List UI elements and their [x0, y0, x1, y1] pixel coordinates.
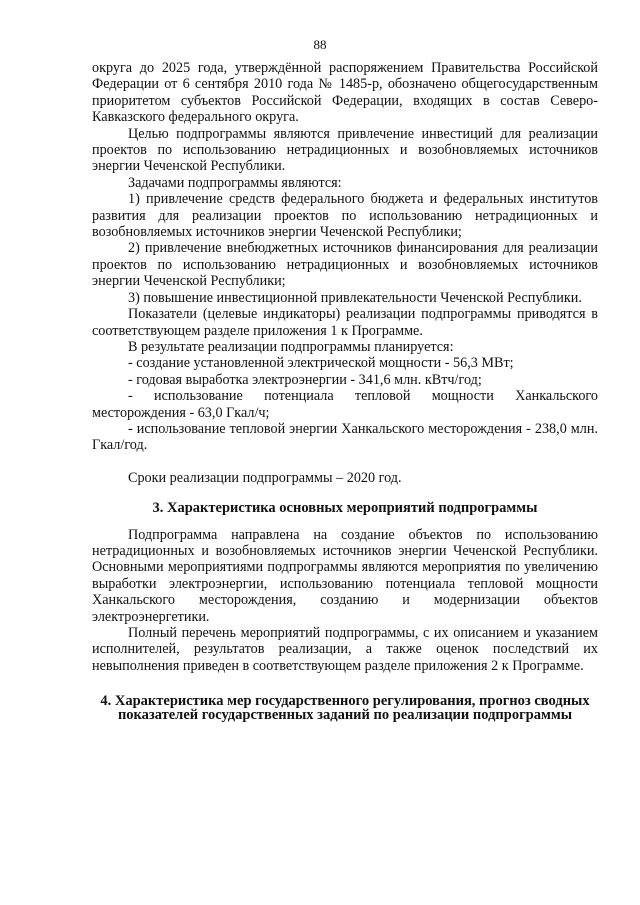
- paragraph: Полный перечень мероприятий подпрограммы, с их описанием и указанием исполнителей, результатов реализации, а также оценок последствий их невыполнения приведен в соответствующем разделе приложения 2 к Программе.: [92, 625, 598, 674]
- list-item: - использование тепловой энергии Ханкальского месторождения - 238,0 млн. Гкал/год.: [92, 420, 598, 454]
- page-number: 88: [313, 37, 327, 52]
- deadline-paragraph: Сроки реализации подпрограммы – 2020 год.: [128, 469, 402, 486]
- list-item: 3) повышение инвестиционной привлекательности Чеченской Республики.: [128, 289, 582, 306]
- list-item: 2) привлечение внебюджетных источников финансирования для реализации проектов по использованию нетрадиционных и возобновляемых источников энергии Чеченской Республики;: [92, 240, 598, 290]
- list-item: - годовая выработка электроэнергии - 341,6 млн. кВтч/год;: [128, 371, 482, 388]
- document-body: [92, 60, 598, 732]
- paragraph: Подпрограмма направлена на создание объектов по использованию нетрадиционных и возобновляемых источников энергии Чеченской Республики. Основными мероприятиями подпрограммы являются мероприятия по увеличению выработки электроэнергии, использованию потенциала тепловой мощности Ханкальского месторождения, созданию и модернизации объектов электроэнергетики.: [92, 526, 598, 625]
- paragraph: Целью подпрограммы являются привлечение инвестиций для реализации проектов по использованию нетрадиционных и возобновляемых источников энергии Чеченской Республики.: [92, 125, 598, 175]
- section-3-heading: 3. Характеристика основных мероприятий подпрограммы: [152, 500, 538, 517]
- paragraph: Показатели (целевые индикаторы) реализации подпрограммы приводятся в соответствующем разделе приложения 1 к Программе.: [92, 306, 598, 339]
- list-item: - использование потенциала тепловой мощности Ханкальского месторождения - 63,0 Гкал/ч;: [92, 388, 598, 421]
- paragraph: Задачами подпрограммы являются:: [128, 174, 342, 191]
- section-4-heading: 4. Характеристика мер государственного регулирования, прогноз сводных показателей государственных заданий по реализации подпрограммы: [100, 693, 590, 724]
- paragraph: округа до 2025 года, утверждённой распоряжением Правительства Российской Федерации от 6 сентября 2010 года № 1485-р, обозначено общегосударственным приоритетом субъектов Российской Федерации, входящих в состав Северо-Кавказского федерального округа.: [92, 60, 598, 126]
- list-item: - создание установленной электрической мощности - 56,3 МВт;: [128, 355, 514, 372]
- list-item: 1) привлечение средств федерального бюджета и федеральных институтов развития для реализации проектов по использованию нетрадиционных и возобновляемых источников энергии Чеченской Республики;: [92, 191, 598, 241]
- paragraph: В результате реализации подпрограммы планируется:: [128, 338, 454, 355]
- blank-line: [92, 454, 598, 470]
